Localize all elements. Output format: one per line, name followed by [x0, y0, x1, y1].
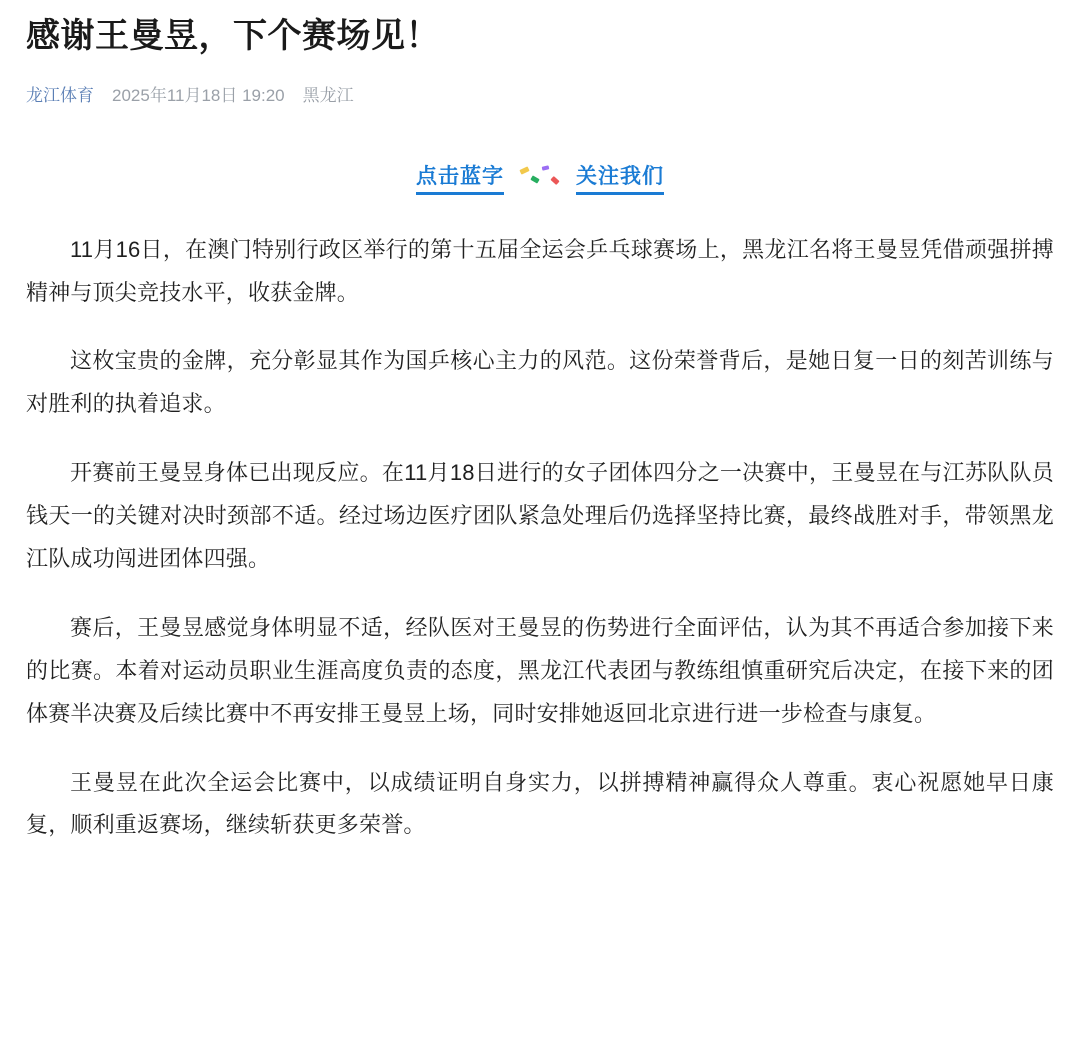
article-paragraph: 王曼昱在此次全运会比赛中，以成绩证明自身实力，以拼搏精神赢得众人尊重。衷心祝愿她早日康复，顺利重返赛场，继续斩获更多荣誉。 — [26, 769, 1054, 838]
confetti-icon — [518, 164, 562, 190]
meta-timestamp: 2025年11月18日 19:20 — [112, 85, 285, 105]
article-body — [26, 229, 1054, 848]
article-paragraph: 11月16日，在澳门特别行政区举行的第十五届全运会乒乓球赛场上，黑龙江名将王曼昱凭借顽强拼搏精神与顶尖竞技水平，收获金牌。 — [26, 236, 1054, 305]
article-paragraph: 这枚宝贵的金牌，充分彰显其作为国乒核心主力的风范。这份荣誉背后，是她日复一日的刻苦训练与对胜利的执着追求。 — [26, 348, 1054, 417]
click-blue-text-link[interactable]: 点击蓝字 — [416, 160, 504, 195]
meta-region: 黑龙江 — [302, 85, 354, 105]
follow-banner — [26, 160, 1054, 195]
article-paragraph: 赛后，王曼昱感觉身体明显不适，经队医对王曼昱的伤势进行全面评估，认为其不再适合参加接下来的比赛。本着对运动员职业生涯高度负责的态度，黑龙江代表团与教练组慎重研究后决定，在接下来的团体赛半决赛及后续比赛中不再安排王曼昱上场，同时安排她返回北京进行进一步检查与康复。 — [26, 614, 1054, 726]
page-title: 感谢王曼昱，下个赛场见！ — [26, 17, 440, 55]
article-meta — [26, 84, 1054, 108]
article-page — [0, 14, 1080, 847]
article-paragraph: 开赛前王曼昱身体已出现反应。在11月18日进行的女子团体四分之一决赛中，王曼昱在与江苏队队员钱天一的关键对决时颈部不适。经过场边医疗团队紧急处理后仍选择坚持比赛，最终战胜对手，带领黑龙江队成功闯进团体四强。 — [26, 460, 1054, 572]
meta-source[interactable]: 龙江体育 — [26, 85, 94, 105]
follow-us-link[interactable]: 关注我们 — [576, 160, 664, 195]
